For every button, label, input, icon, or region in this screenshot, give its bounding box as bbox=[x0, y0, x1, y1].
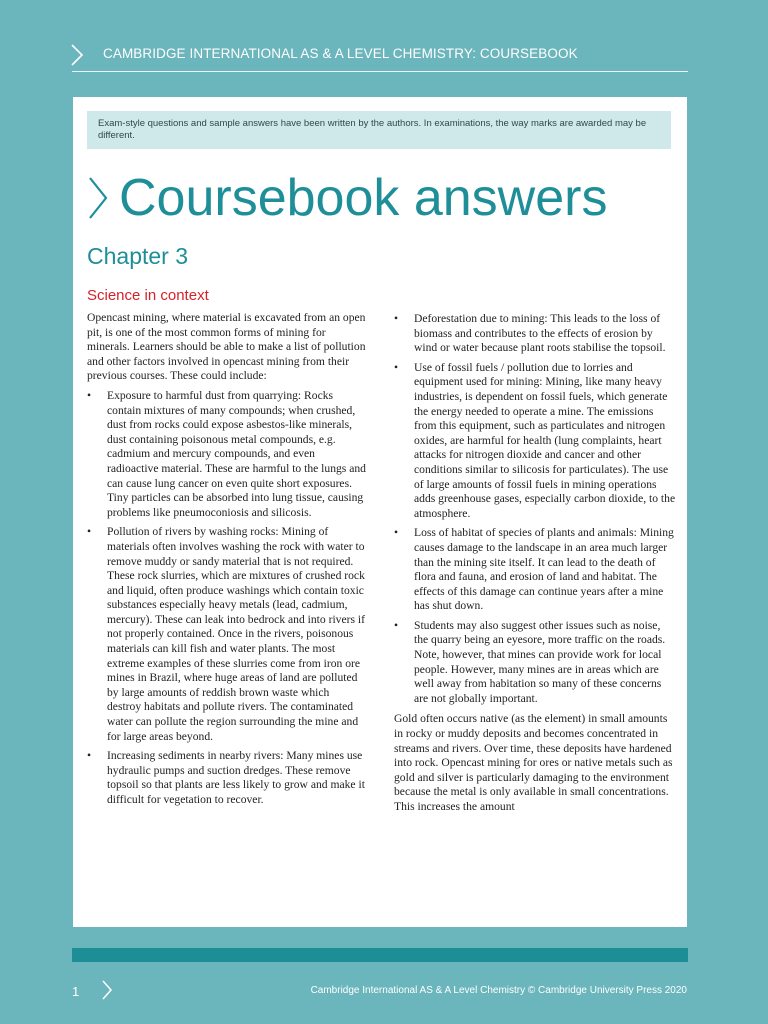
list-item: • Use of fossil fuels / pollution due to lorries and equipment used for mining: Mining, like many heavy industries, is dependent on fossil fuels, which generate the energy needed to operate a mine. The emissions from this equipment, such as particulates and nitrogen oxides, are harmful for health (lung complaints, heart attacks for nitrogen dioxide and cancer and other conditions similar to silicosis for particulates). The use of large amounts of fossil fuels in mining operations adds greenhouse gases, especially carbon dioxide, to the atmosphere. bbox=[394, 360, 676, 520]
chapter-heading: Chapter 3 bbox=[87, 243, 189, 269]
bullet-marker: • bbox=[87, 525, 92, 539]
chevron-right-icon bbox=[70, 44, 84, 66]
gold-paragraph: Gold often occurs native (as the element) in small amounts in rocky or muddy deposits and becomes concentrated in streams and rivers. Over time, these deposits have hardened into rock. Opencast mining for ores or native metals such as gold and silver is particularly damaging to the environment because the metal is only available in small concentrations. This increases the amount bbox=[394, 712, 673, 813]
list-item: • Deforestation due to mining: This leads to the loss of biomass and contributes to the effects of erosion by wind or water because plant roots stabilise the topsoil. bbox=[394, 312, 666, 355]
intro-paragraph: Opencast mining, where material is excavated from an open pit, is one of the most common forms of mining for minerals. Learners should be able to make a list of pollution and other factors involved in opencast mining from their previous courses. These could include: bbox=[87, 311, 366, 383]
bullet-marker: • bbox=[394, 312, 399, 325]
bullet-list bbox=[394, 312, 677, 706]
footer-bar bbox=[72, 948, 688, 962]
bullet-marker: • bbox=[394, 526, 399, 540]
header-divider bbox=[72, 71, 688, 72]
disclaimer-note: Exam-style questions and sample answers have been written by the authors. In examinations, the way marks are awarded may be different. bbox=[87, 111, 671, 149]
left-column bbox=[87, 311, 366, 808]
book-title: CAMBRIDGE INTERNATIONAL AS & A LEVEL CHEMISTRY: COURSEBOOK bbox=[103, 46, 578, 61]
right-column bbox=[394, 312, 677, 815]
bullet-marker: • bbox=[394, 360, 399, 374]
page-title bbox=[87, 165, 607, 231]
bullet-marker: • bbox=[87, 749, 92, 763]
list-item: • Loss of habitat of species of plants and animals: Mining causes damage to the landscape in an area much larger than the mining site itself. It can lead to the death of flora and fauna, and erosion of land and habitat. The effects of this damage can continue years after a mine has shut down. bbox=[394, 526, 674, 613]
page-title-text: Coursebook answers bbox=[119, 169, 608, 227]
section-heading: Science in context bbox=[87, 287, 209, 304]
copyright-notice: Cambridge International AS & A Level Chemistry © Cambridge University Press 2020 bbox=[310, 985, 687, 996]
chevron-right-icon bbox=[101, 980, 113, 1000]
list-item: • Pollution of rivers by washing rocks: Mining of materials often involves washing the rock with water to remove muddy or sandy material that is not required. These rock slurries, which are mixtures of crushed rock and liquid, often produce washings which contain toxic substances especially heavy metals (lead, cadmium, mercury). These can leak into bedrock and into rivers if not properly contained. Once in the rivers, poisonous materials can kill fish and water plants. The most extreme examples of these slurries come from iron ore mines in Brazil, where huge areas of land are polluted by large amounts of reddish brown waste which destroy habitats and pollute rivers. The contaminated water can pollute the region surrounding the mine and for large areas beyond. bbox=[87, 525, 365, 743]
list-item: • Increasing sediments in nearby rivers: Many mines use hydraulic pumps and suction dredges. These remove topsoil so that plants are less likely to grow and make it difficult for vegetation to recover. bbox=[87, 749, 365, 806]
page-number: 1 bbox=[72, 984, 80, 999]
chevron-right-icon bbox=[87, 176, 109, 220]
page-content bbox=[73, 97, 687, 927]
list-item: • Students may also suggest other issues such as noise, the quarry being an eyesore, more traffic on the roads. Note, however, that mines can provide work for local people. However, many mines are in areas which are well away from habitation so many of these concerns are not globally important. bbox=[394, 618, 666, 705]
running-header bbox=[0, 0, 768, 72]
bullet-marker: • bbox=[394, 618, 399, 632]
bullet-list bbox=[87, 389, 366, 808]
list-item: • Exposure to harmful dust from quarrying: Rocks contain mixtures of many compounds; when crushed, dust from rocks could expose asbestos-like minerals, dust containing poisonous metal compounds, e.g. cadmium and mercury compounds, and even radioactive material. These are harmful to the lungs and can cause lung cancer on even quite short exposures. Tiny particles can be absorbed into lung tissue, causing problems like pneumoconiosis and silicosis. bbox=[87, 388, 366, 519]
bullet-marker: • bbox=[87, 388, 92, 402]
